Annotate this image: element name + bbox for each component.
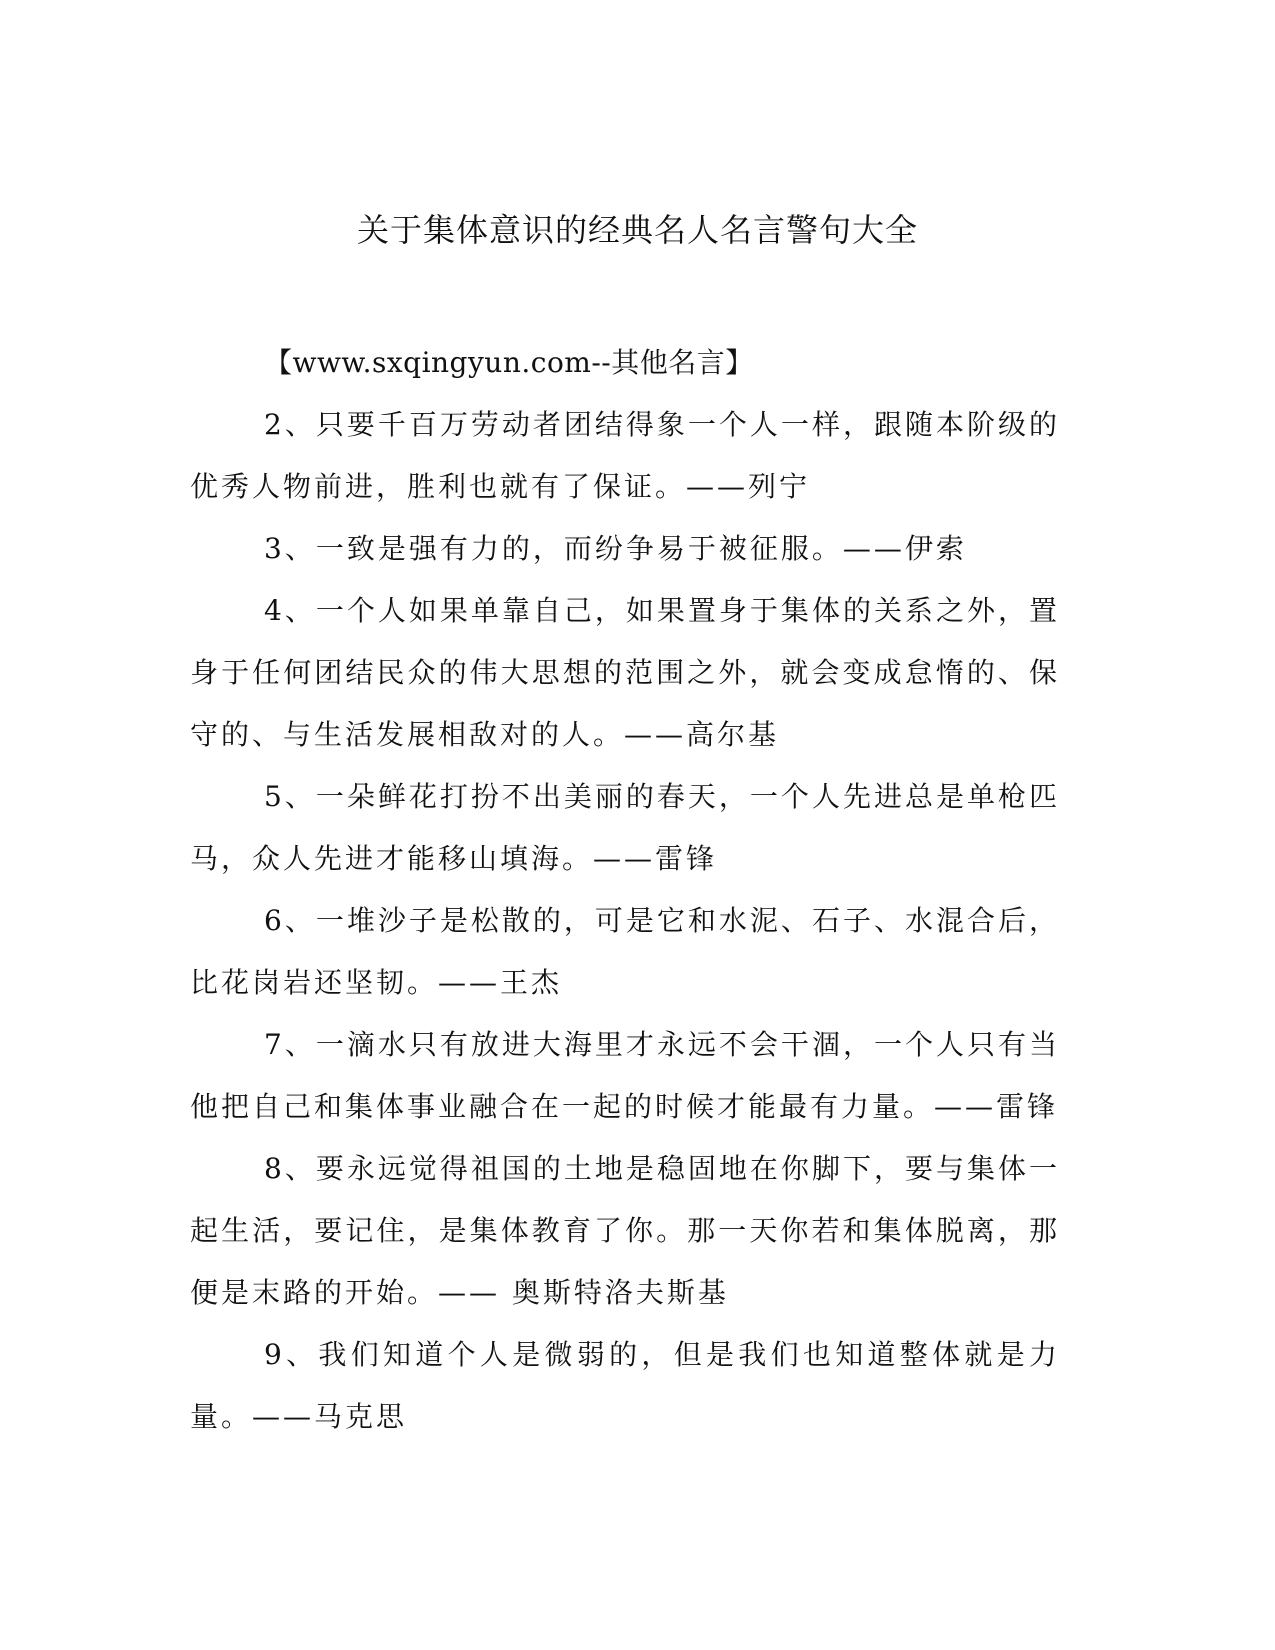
document-title: 关于集体意识的经典名人名言警句大全 [356,211,918,249]
quote-paragraph: 4、一个人如果单靠自己，如果置身于集体的关系之外，置身于任何团结民众的伟大思想的范围之外，就会变成怠惰的、保守的、与生活发展相敌对的人。——高尔基 [190,594,1060,751]
quote-paragraph: 2、只要千百万劳动者团结得象一个人一样，跟随本阶级的优秀人物前进，胜利也就有了保证。——列宁 [190,408,1060,503]
quote-paragraph: 9、我们知道个人是微弱的，但是我们也知道整体就是力量。——马克思 [190,1338,1060,1433]
quote-paragraph: 6、一堆沙子是松散的，可是它和水泥、石子、水混合后，比花岗岩还坚韧。——王杰 [190,904,1060,999]
source-line: 【www.sxqingyun.com--其他名言】 [264,346,754,379]
document-body [190,332,1060,1448]
quote-paragraph: 7、一滴水只有放进大海里才永远不会干涸，一个人只有当他把自己和集体事业融合在一起的时候才能最有力量。——雷锋 [190,1028,1060,1123]
quote-paragraph: 8、要永远觉得祖国的土地是稳固地在你脚下，要与集体一起生活，要记住，是集体教育了你。那一天你若和集体脱离，那便是末路的开始。—— 奥斯特洛夫斯基 [190,1152,1060,1309]
quote-paragraph: 3、一致是强有力的，而纷争易于被征服。——伊索 [264,532,967,565]
quote-paragraph: 5、一朵鲜花打扮不出美丽的春天，一个人先进总是单枪匹马，众人先进才能移山填海。——雷锋 [190,780,1060,875]
